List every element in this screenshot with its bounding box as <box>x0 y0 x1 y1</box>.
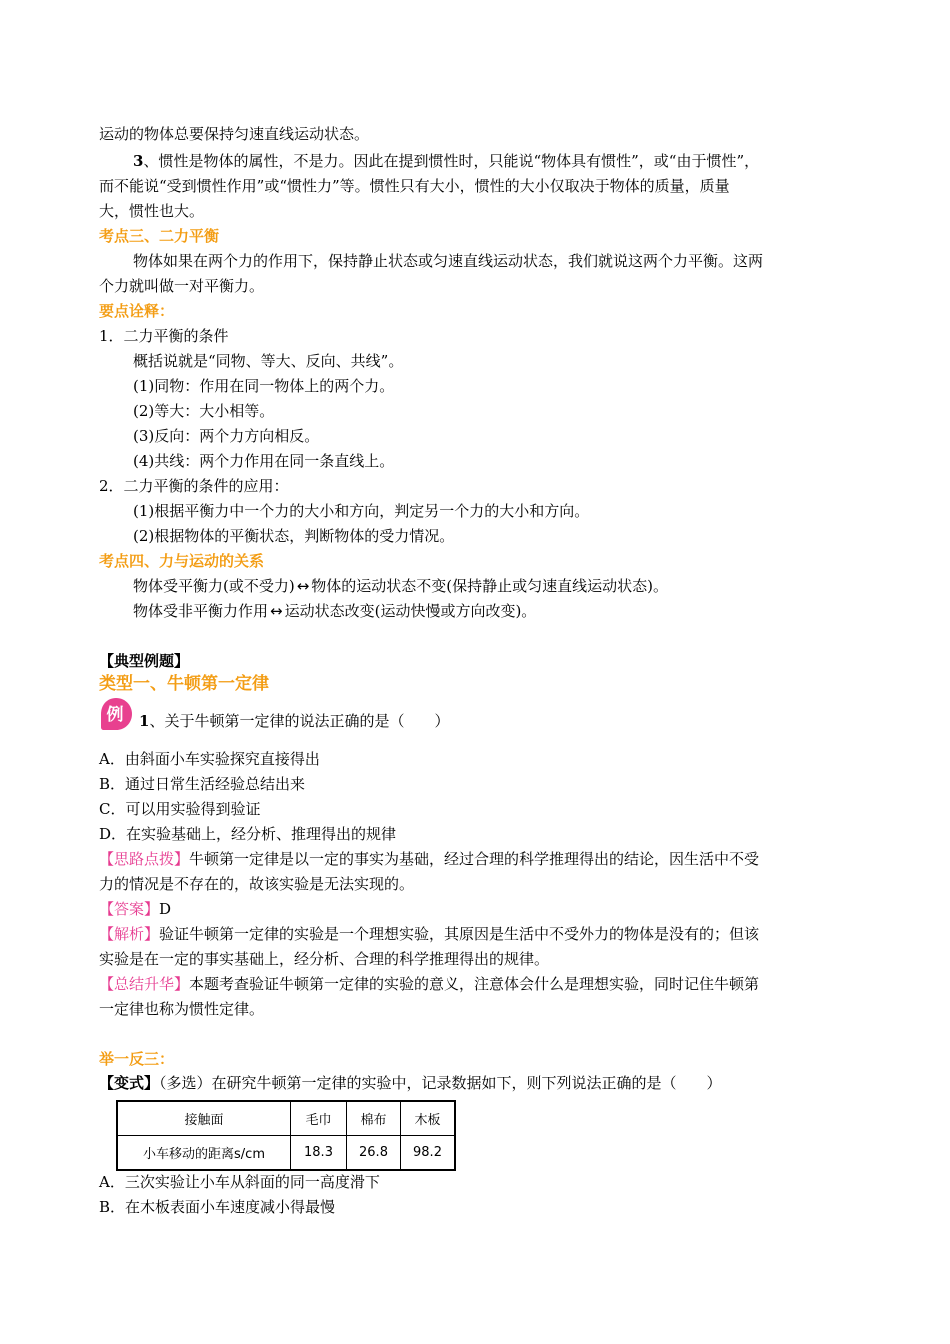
text-line: 一定律也称为惯性定律。 <box>99 1000 265 1018</box>
double-arrow-icon: ↔ <box>296 577 310 595</box>
analysis-text: 验证牛顿第一定律的实验是一个理想实验，其原因是生活中不受外力的物体是没有的；但该 <box>159 925 760 943</box>
table-row <box>117 1136 455 1171</box>
text-line: (4)共线：两个力作用在同一条直线上。 <box>133 452 395 470</box>
text-line: (2)根据物体的平衡状态，判断物体的受力情况。 <box>133 527 455 545</box>
question-line <box>139 709 899 734</box>
text: 物体受非平衡力作用 <box>133 602 269 620</box>
text-line: (1)根据平衡力中一个力的大小和方向，判定另一个力的大小和方向。 <box>133 502 590 520</box>
table-header-cell: 接触面 <box>117 1101 291 1136</box>
subsection-heading: 要点诠释： <box>99 302 175 320</box>
subsection-heading: 举一反三： <box>99 1050 175 1068</box>
table-cell: 26.8 <box>347 1136 401 1171</box>
text-line: 2．二力平衡的条件的应用： <box>99 477 289 495</box>
text-line: (2)等大：大小相等。 <box>133 402 275 420</box>
hint-text: 牛顿第一定律是以一定的事实为基础，经过合理的科学推理得出的结论，因生活中不受 <box>189 850 760 868</box>
type-heading: 类型一、牛顿第一定律 <box>99 674 269 694</box>
text-line: 1．二力平衡的条件 <box>99 327 229 345</box>
text: 运动状态改变(运动快慢或方向改变)。 <box>284 602 537 620</box>
section-heading: 【典型例题】 <box>99 652 190 670</box>
answer-line <box>99 897 859 922</box>
table-header-row <box>117 1101 455 1136</box>
variant-text: （多选）在研究牛顿第一定律的实验中，记录数据如下，则下列说法正确的是（ ） <box>159 1074 722 1092</box>
text: 、惯性是物体的属性，不是力。因此在提到惯性时，只能说“物体具有惯性”，或“由于惯性”， <box>143 152 760 170</box>
text-line: 运动的物体总要保持匀速直线运动状态。 <box>99 125 370 143</box>
text-line: 物体如果在两个力的作用下，保持静止状态或匀速直线运动状态，我们就说这两个力平衡。这两 <box>133 252 764 270</box>
variant-tag: 【变式】 <box>99 1074 160 1092</box>
summary-text: 本题考查验证牛顿第一定律的实验的意义，注意体会什么是理想实验，同时记住牛顿第 <box>189 975 760 993</box>
answer-text: D <box>159 900 172 918</box>
text: 物体的运动状态不变(保持静止或匀速直线运动状态)。 <box>311 577 669 595</box>
summary-line <box>99 972 859 997</box>
data-table <box>116 1100 456 1171</box>
text-line: 力的情况是不存在的，故该实验是无法实现的。 <box>99 875 415 893</box>
question-number: 1 <box>139 712 150 730</box>
option-b: B．通过日常生活经验总结出来 <box>99 775 306 793</box>
text-line: (3)反向：两个力方向相反。 <box>133 427 320 445</box>
text-line: 而不能说“受到惯性作用”或“惯性力”等。惯性只有大小，惯性的大小仅取决于物体的质量，质量 <box>99 177 730 195</box>
table-cell: 98.2 <box>401 1136 456 1171</box>
analysis-line <box>99 922 859 947</box>
option-d: D．在实验基础上，经分析、推理得出的规律 <box>99 825 397 843</box>
analysis-tag: 【解析】 <box>99 925 160 943</box>
option-c: C．可以用实验得到验证 <box>99 800 261 818</box>
table-header-cell: 毛巾 <box>291 1101 347 1136</box>
table-cell: 18.3 <box>291 1136 347 1171</box>
option-a: A．三次实验让小车从斜面的同一高度滑下 <box>99 1173 380 1191</box>
variant-line <box>99 1071 859 1096</box>
text-line <box>133 149 893 174</box>
question-text: 、关于牛顿第一定律的说法正确的是（ ） <box>149 712 450 730</box>
option-b: B．在木板表面小车速度减小得最慢 <box>99 1198 336 1216</box>
text-line <box>133 574 893 599</box>
text-line: (1)同物：作用在同一物体上的两个力。 <box>133 377 395 395</box>
text: 物体受平衡力(或不受力) <box>133 577 295 595</box>
item-number: 3 <box>133 152 144 170</box>
table-header-cell: 木板 <box>401 1101 456 1136</box>
section-heading: 考点三、二力平衡 <box>99 227 220 245</box>
double-arrow-icon: ↔ <box>270 602 283 620</box>
summary-tag: 【总结升华】 <box>99 975 190 993</box>
badge-label: 例 <box>106 705 124 725</box>
section-heading: 考点四、力与运动的关系 <box>99 552 265 570</box>
table-header-cell: 棉布 <box>347 1101 401 1136</box>
answer-tag: 【答案】 <box>99 900 160 918</box>
hint-line <box>99 847 859 872</box>
table-cell: 小车移动的距离s/cm <box>117 1136 291 1171</box>
hint-tag: 【思路点拨】 <box>99 850 190 868</box>
example-badge-icon <box>98 696 134 732</box>
text-line: 概括说就是“同物、等大、反向、共线”。 <box>133 352 404 370</box>
text-line: 大，惯性也大。 <box>99 202 205 220</box>
text-line: 实验是在一定的事实基础上，经分析、合理的科学推理得出的规律。 <box>99 950 550 968</box>
option-a: A．由斜面小车实验探究直接得出 <box>99 750 320 768</box>
text-line: 个力就叫做一对平衡力。 <box>99 277 265 295</box>
text-line <box>133 599 893 624</box>
